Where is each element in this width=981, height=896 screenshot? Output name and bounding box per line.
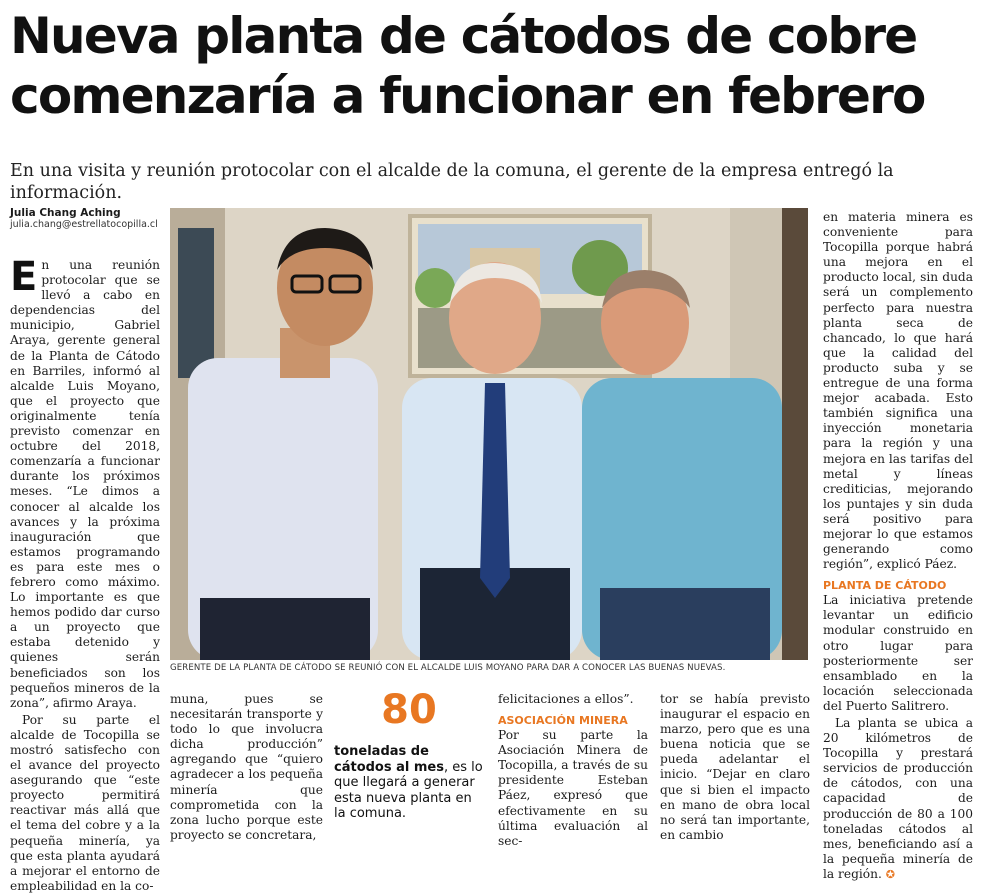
article-photo [170,208,808,660]
author-email: julia.chang@estrellatocopilla.cl [10,219,158,230]
pull-quote-bold: toneladas de cátodos al mes [334,744,444,775]
pull-quote-number: 80 [381,687,437,733]
photo-illustration [170,208,808,660]
headline [10,6,975,126]
pull-quote-text [334,744,484,822]
closing-paragraph-text: La planta se ubica a 20 kilómetros de Tocopilla y prestará servicios de producción de cátodos, con una capacidad de producción de 80 a 100 toneladas cátodos al mes, beneficiando así a la pequeña minería de la región. [823,716,973,881]
article-column-1 [10,254,160,896]
end-mark-icon: ✪ [885,867,895,881]
paragraph: muna, pues se necesitarán transporte y todo lo que involucra dicha producción” agregando que “quiero agradecer a los pequeña minería que comprometida con la zona lucho porque este proyecto se concretara, [170,692,323,842]
paragraph: La iniciativa pretende levantar un edificio modular construido en otro lugar para posteriormente ser ensamblado en la locación seleccionada del Puerto Salitrero. [823,593,973,713]
lead-paragraph-text: n una reunión protocolar que se llevó a cabo en dependencias del municipio, Gabriel Araya, gerente general de la Planta de Cátodo en Barriles, informó al alcalde Luis Moyano, que el proyecto que originalmente tenía previsto comenzar en octubre del 2018, comenzaría a funcionar durante los próximos meses. “Le dimos a conocer al alcalde los avances y la próxima inauguración que estamos programando es para este mes o febrero como máximo. Lo importante es que hemos podido dar curso a un proyecto que estaba detenido y quienes serán beneficiados son los pequeños mineros de la zona”, afirmo Araya. [10,258,160,710]
paragraph: en materia minera es conveniente para Tocopilla porque habrá una mejora en el producto local, sin duda será un complemento perfecto para nuestra planta seca de chancado, lo que hará que la calidad del producto suba y se entregue de una forma mejor acabada. Esto también significa una inyección monetaria para la región y una mejora en las tarifas del metal y líneas crediticias, mejorando los puntajes y sin duda será positivo para mejorar lo que estamos generando como región”, explicó Páez. [823,210,973,572]
subheadline: En una visita y reunión protocolar con el alcalde de la comuna, el gerente de la empresa entregó la información. [10,161,894,203]
paragraph: Por su parte el alcalde de Tocopilla se mostró satisfecho con el avance del proyecto asegurando que “este proyecto permitirá reactivar más allá que el tema del cobre y a la pequeña minería, ya que esta planta ayudará a mejorar el entorno de empleabilidad en la co- [10,712,160,893]
pull-quote-rest: , es lo que llegará a generar esta nueva planta en la comuna. [334,759,483,821]
pull-quote [334,686,484,822]
author-name: Julia Chang Aching [10,207,121,219]
paragraph: felicitaciones a ellos”. [498,692,634,706]
drop-cap: E [10,254,38,300]
article-column-3 [498,692,648,851]
article-column-5 [823,210,973,884]
section-subtitle: ASOCIACIÓN MINERA [498,714,628,728]
article-column-4 [660,692,810,845]
lead-paragraph [10,254,160,711]
byline [10,207,170,231]
photo-caption: GERENTE DE LA PLANTA DE CÁTODO SE REUNIÓ CON EL ALCALDE LUIS MOYANO PARA DAR A CONOCER LAS BUENAS NUEVAS. [170,663,726,673]
headline-line-1: Nueva planta de cátodos de cobre [10,7,917,65]
section-subtitle: PLANTA DE CÁTODO [823,579,947,593]
headline-line-2: comenzaría a funcionar en febrero [10,67,925,125]
paragraph: Por su parte la Asociación Minera de Tocopilla, a través de su presidente Esteban Páez, expresó que efectivamente en su última evaluación al sec- [498,728,648,848]
paragraph: tor se había previsto inaugurar el espacio en marzo, pero que es una buena noticia que se pueda adelantar el inicio. “Dejar en claro que si bien el impacto en mano de obra local no será tan importante, en cambio [660,692,810,842]
article-column-2 [170,692,323,845]
paragraph [823,716,973,882]
